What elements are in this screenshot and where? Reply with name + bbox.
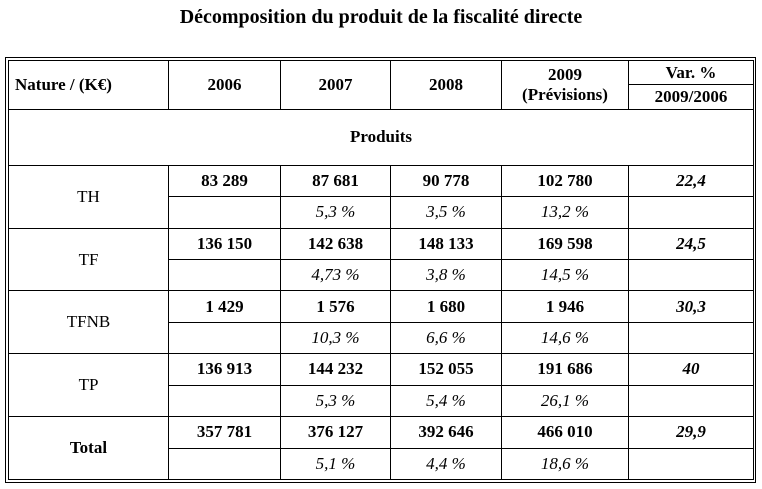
percent-cell: 10,3 % [281, 322, 391, 353]
percent-cell: 4,4 % [391, 448, 502, 479]
percent-cell: 6,6 % [391, 322, 502, 353]
empty-cell [169, 385, 281, 416]
row-label: TP [9, 354, 169, 417]
table-row [9, 165, 754, 196]
value-cell: 90 778 [391, 165, 502, 196]
header-2009-year: 2009 [548, 65, 582, 84]
percent-cell: 4,73 % [281, 260, 391, 291]
value-cell: 466 010 [502, 417, 629, 448]
empty-cell [629, 448, 754, 479]
percent-cell: 26,1 % [502, 385, 629, 416]
percent-cell: 5,3 % [281, 385, 391, 416]
value-cell: 142 638 [281, 228, 391, 259]
variation-cell: 30,3 [629, 291, 754, 322]
value-cell: 357 781 [169, 417, 281, 448]
value-cell: 191 686 [502, 354, 629, 385]
empty-cell [629, 385, 754, 416]
header-2006: 2006 [169, 61, 281, 110]
percent-cell: 14,5 % [502, 260, 629, 291]
row-label: TH [9, 165, 169, 228]
value-cell: 148 133 [391, 228, 502, 259]
header-2009 [502, 61, 629, 110]
percent-cell: 5,4 % [391, 385, 502, 416]
row-label: TF [9, 228, 169, 291]
table-row [9, 228, 754, 259]
percent-cell: 13,2 % [502, 197, 629, 228]
fiscal-table [8, 60, 754, 480]
value-cell: 87 681 [281, 165, 391, 196]
value-cell: 169 598 [502, 228, 629, 259]
percent-cell: 3,8 % [391, 260, 502, 291]
value-cell: 102 780 [502, 165, 629, 196]
value-cell: 136 150 [169, 228, 281, 259]
variation-cell: 29,9 [629, 417, 754, 448]
header-2007: 2007 [281, 61, 391, 110]
value-cell: 1 576 [281, 291, 391, 322]
table-row [9, 291, 754, 322]
value-cell: 83 289 [169, 165, 281, 196]
value-cell: 152 055 [391, 354, 502, 385]
header-nature: Nature / (K€) [9, 61, 169, 110]
page-title: Décomposition du produit de la fiscalité directe [179, 6, 583, 28]
header-var: Var. % [629, 61, 754, 85]
header-2008: 2008 [391, 61, 502, 110]
empty-cell [169, 322, 281, 353]
variation-cell: 24,5 [629, 228, 754, 259]
empty-cell [169, 260, 281, 291]
empty-cell [169, 448, 281, 479]
value-cell: 136 913 [169, 354, 281, 385]
value-cell: 1 946 [502, 291, 629, 322]
percent-cell: 18,6 % [502, 448, 629, 479]
header-2009-note: (Prévisions) [522, 85, 608, 104]
empty-cell [169, 197, 281, 228]
row-label: Total [9, 417, 169, 480]
variation-cell: 22,4 [629, 165, 754, 196]
variation-cell: 40 [629, 354, 754, 385]
value-cell: 1 680 [391, 291, 502, 322]
percent-cell: 5,3 % [281, 197, 391, 228]
table-row [9, 354, 754, 385]
percent-cell: 14,6 % [502, 322, 629, 353]
value-cell: 144 232 [281, 354, 391, 385]
table-row [9, 417, 754, 448]
empty-cell [629, 322, 754, 353]
row-label: TFNB [9, 291, 169, 354]
empty-cell [629, 260, 754, 291]
value-cell: 376 127 [281, 417, 391, 448]
table-body [9, 165, 754, 479]
header-var-period: 2009/2006 [629, 85, 754, 110]
value-cell: 1 429 [169, 291, 281, 322]
percent-cell: 5,1 % [281, 448, 391, 479]
section-header: Produits [9, 110, 754, 166]
empty-cell [629, 197, 754, 228]
percent-cell: 3,5 % [391, 197, 502, 228]
value-cell: 392 646 [391, 417, 502, 448]
